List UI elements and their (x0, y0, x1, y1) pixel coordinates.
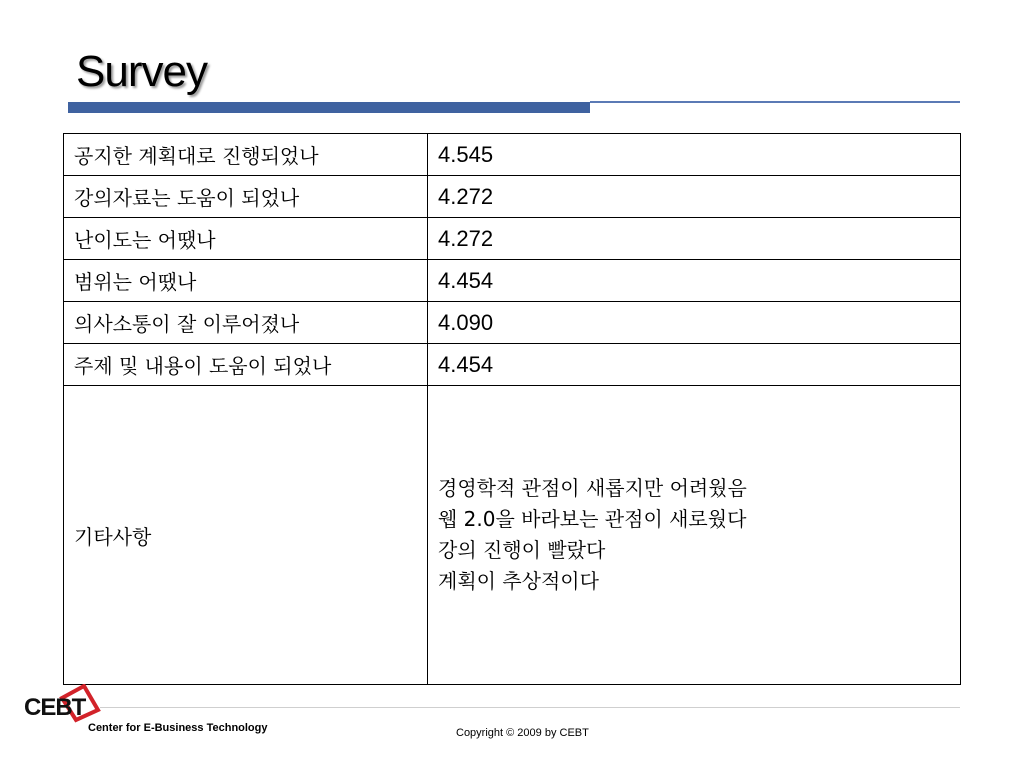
score-cell: 4.272 (428, 218, 961, 260)
title-underline-thick (68, 102, 590, 113)
comment-line: 경영학적 관점이 새롭지만 어려웠음 (438, 476, 747, 500)
slide-title: Survey (76, 47, 207, 96)
question-cell: 의사소통이 잘 이루어졌나 (64, 302, 428, 344)
table-row (64, 260, 961, 302)
comments-cell (428, 386, 961, 685)
question-cell: 난이도는 어땠나 (64, 218, 428, 260)
table-row (64, 344, 961, 386)
question-cell: 범위는 어땠나 (64, 260, 428, 302)
question-cell: 강의자료는 도움이 되었나 (64, 176, 428, 218)
table-row-other (64, 386, 961, 685)
score-cell: 4.454 (428, 344, 961, 386)
comment-line: 강의 진행이 빨랐다 (438, 538, 606, 562)
table-row (64, 302, 961, 344)
organization-name: Center for E-Business Technology (88, 722, 268, 734)
comment-line: 웹 2.0을 바라보는 관점이 새로웠다 (438, 507, 747, 531)
score-cell: 4.090 (428, 302, 961, 344)
title-underline-thin (590, 101, 960, 103)
table-row (64, 218, 961, 260)
question-cell: 주제 및 내용이 도움이 되었나 (64, 344, 428, 386)
score-cell: 4.545 (428, 134, 961, 176)
score-cell: 4.454 (428, 260, 961, 302)
question-cell: 공지한 계획대로 진행되었나 (64, 134, 428, 176)
footer-divider (100, 707, 960, 708)
table-row (64, 134, 961, 176)
survey-table (63, 133, 961, 685)
comment-line: 계획이 추상적이다 (438, 569, 599, 593)
other-label-cell: 기타사항 (64, 386, 428, 685)
logo-text: CEBT (24, 694, 86, 721)
table-row (64, 176, 961, 218)
score-cell: 4.272 (428, 176, 961, 218)
copyright-text: Copyright © 2009 by CEBT (456, 727, 589, 739)
